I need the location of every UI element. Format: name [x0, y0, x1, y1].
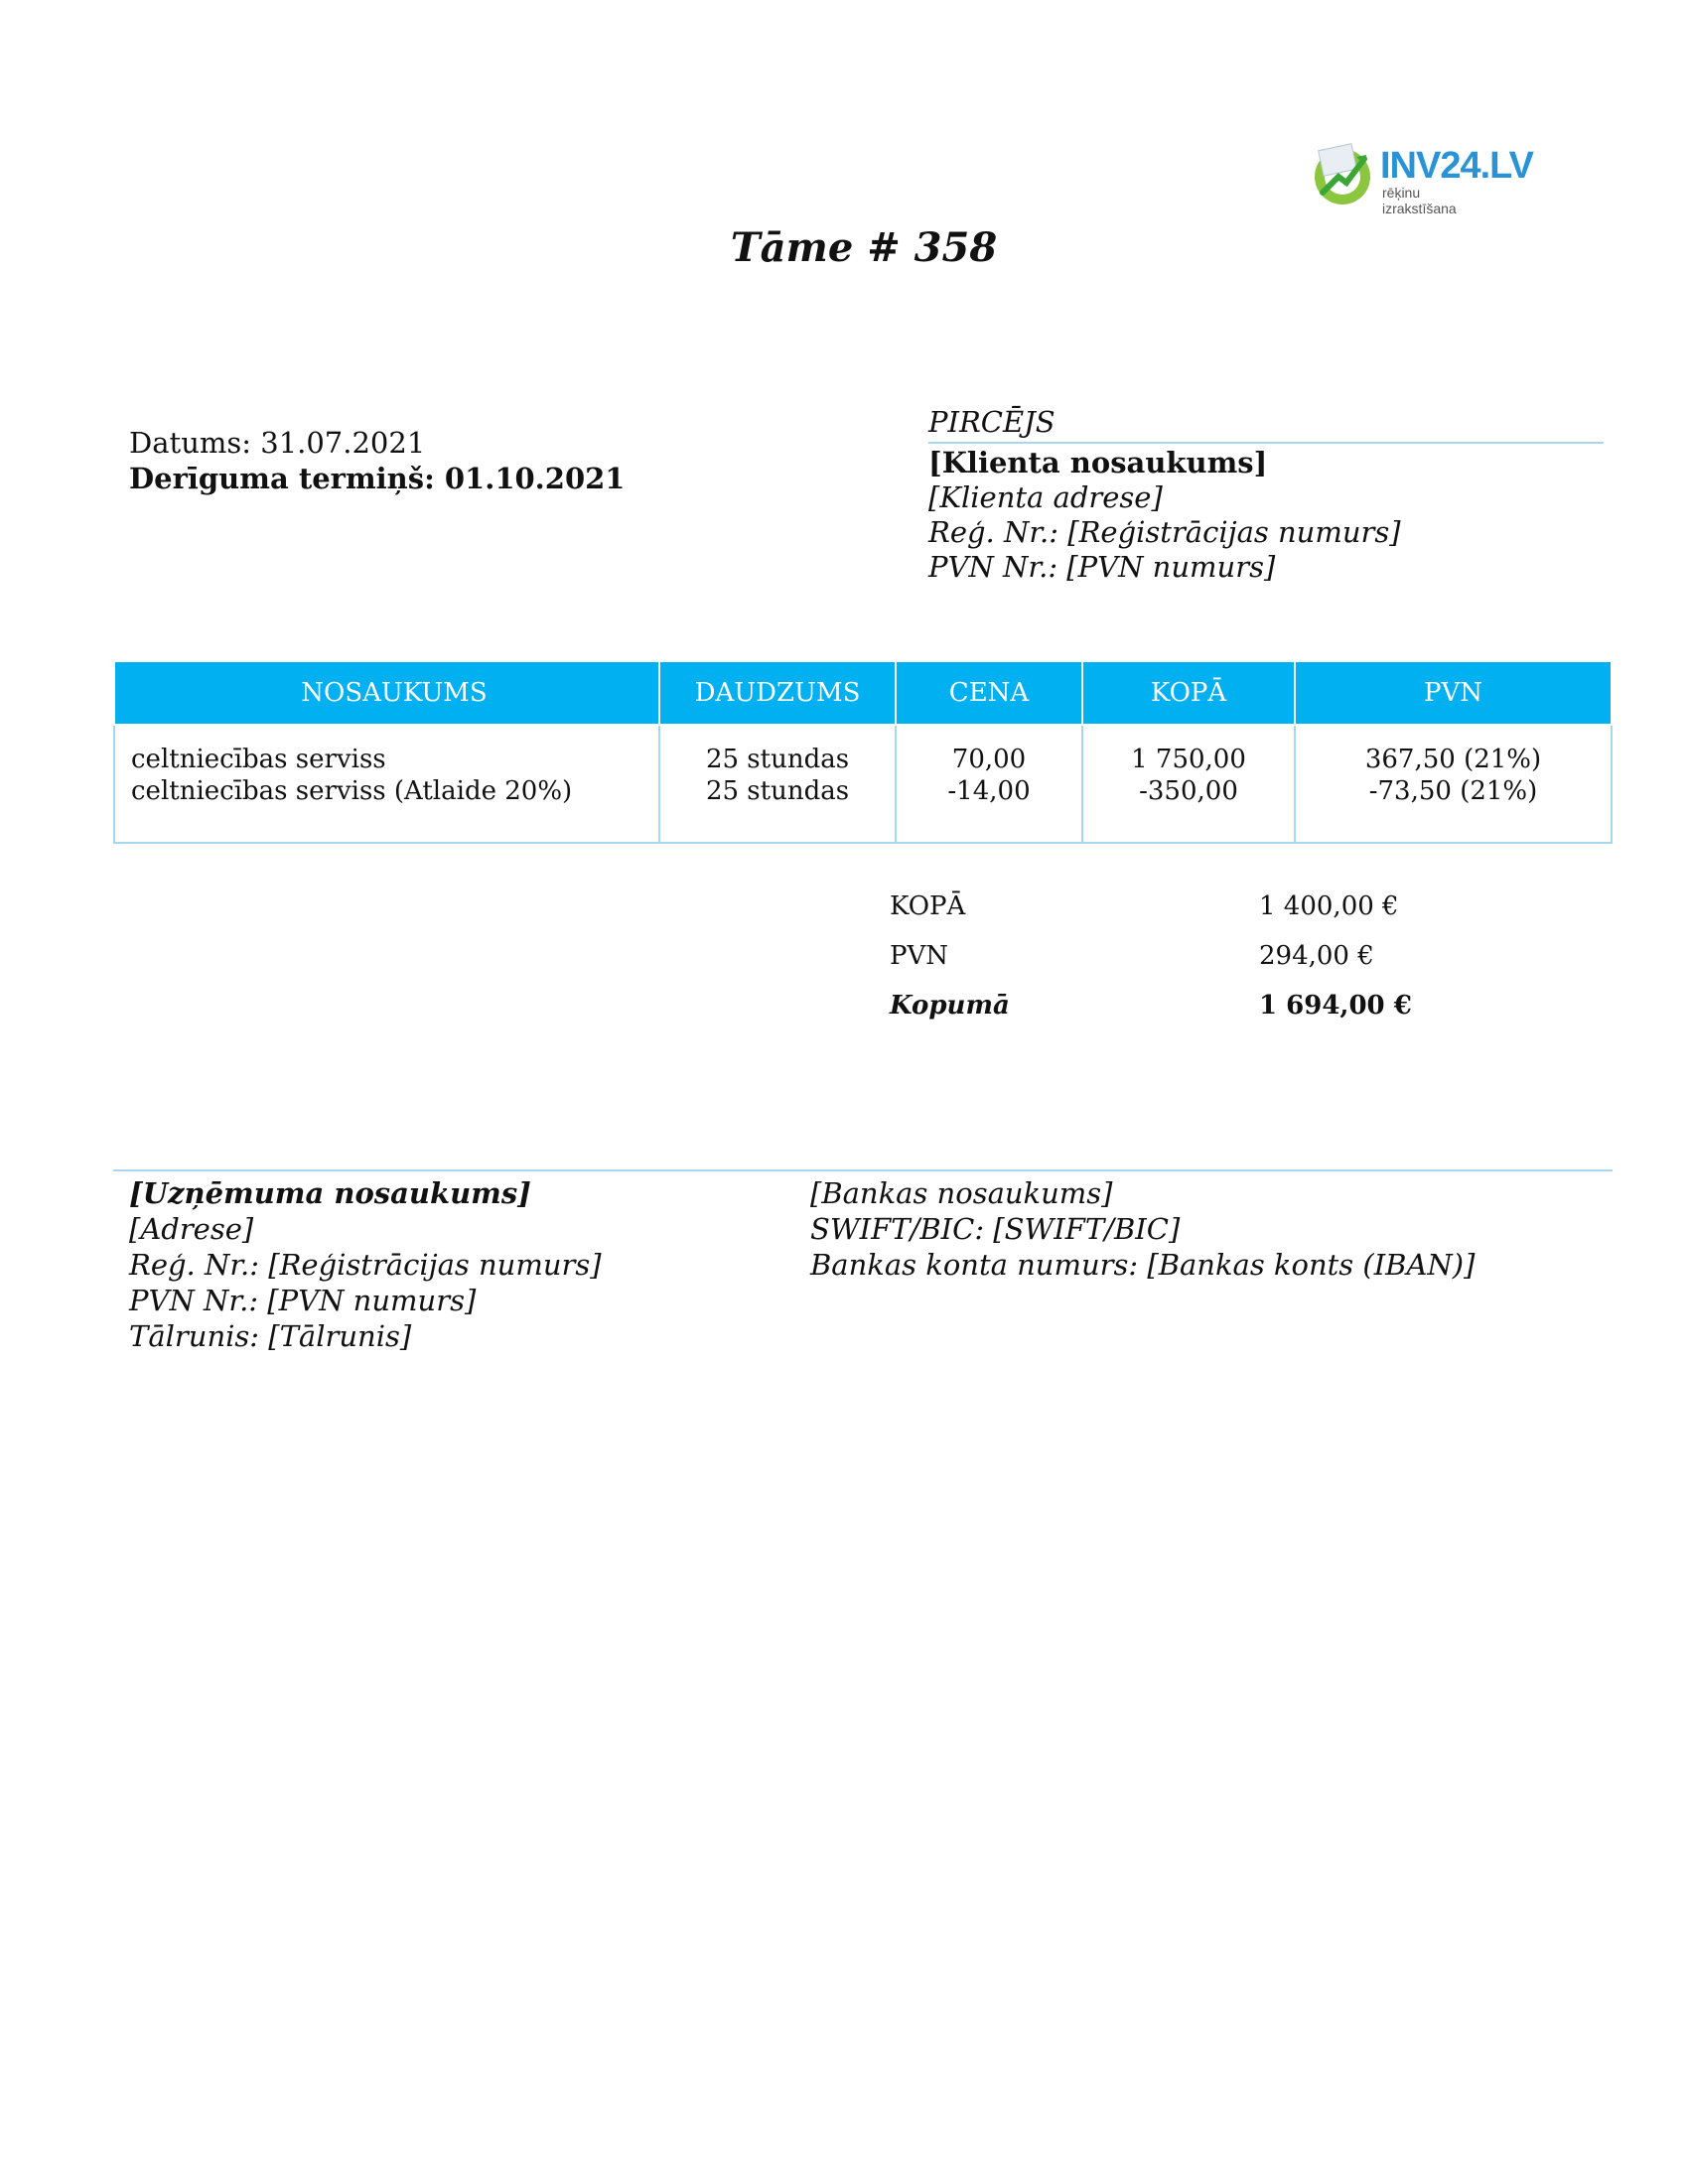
- vat-row: [890, 941, 1485, 991]
- valid-until: Derīguma termiņš: 01.10.2021: [129, 462, 626, 495]
- company-reg-no: Reģ. Nr.: [Reģistrācijas numurs]: [129, 1248, 602, 1282]
- company-vat-no: PVN Nr.: [PVN numurs]: [129, 1284, 477, 1317]
- logo-subtitle: rēķinu izrakstīšana: [1382, 185, 1457, 216]
- buyer-name: [Klienta nosaukums]: [928, 446, 1268, 479]
- item-total: -350,00: [1139, 776, 1238, 806]
- header-total: KOPĀ: [1082, 661, 1295, 725]
- date: Datums: 31.07.2021: [129, 426, 426, 460]
- grand-total-row: [890, 991, 1485, 1040]
- item-vat: 367,50 (21%): [1364, 745, 1542, 774]
- header-vat: PVN: [1295, 661, 1612, 725]
- logo-text: INV24.LV: [1380, 145, 1533, 187]
- subtotal-value: 1 400,00 €: [1259, 891, 1399, 921]
- company-phone: Tālrunis: [Tālrunis]: [129, 1319, 412, 1353]
- company-block: [129, 1175, 602, 1354]
- total-cell: [1082, 725, 1295, 843]
- item-quantity: 25 stundas: [705, 776, 850, 806]
- company-logo: [1309, 139, 1533, 216]
- bank-name: [Bankas nosaukums]: [810, 1176, 1113, 1210]
- item-price: -14,00: [947, 776, 1031, 806]
- vat-label: PVN: [890, 941, 949, 971]
- name-cell: [114, 725, 659, 843]
- grand-total-value: 1 694,00 €: [1259, 991, 1412, 1021]
- header-quantity: DAUDZUMS: [659, 661, 896, 725]
- items-table: [113, 660, 1613, 844]
- bank-account: Bankas konta numurs: [Bankas konts (IBAN)]: [810, 1248, 1476, 1282]
- buyer-vat-no: PVN Nr.: [PVN numurs]: [928, 550, 1276, 584]
- table-row: [114, 725, 1612, 843]
- buyer-reg-no: Reģ. Nr.: [Reģistrācijas numurs]: [928, 515, 1401, 549]
- dates-block: [129, 425, 626, 496]
- subtotal-row: [890, 891, 1485, 941]
- price-cell: [896, 725, 1082, 843]
- logo-mark-icon: [1309, 141, 1376, 208]
- footer-divider: [113, 1169, 1613, 1171]
- grand-total-label: Kopumā: [890, 991, 1010, 1021]
- item-total: 1 750,00: [1131, 745, 1246, 774]
- subtotal-label: KOPĀ: [890, 891, 966, 921]
- buyer-block: [928, 405, 1604, 585]
- vat-value: 294,00 €: [1259, 941, 1374, 971]
- buyer-address: [Klienta adrese]: [928, 480, 1163, 514]
- bank-swift: SWIFT/BIC: [SWIFT/BIC]: [810, 1212, 1181, 1246]
- company-name: [Uzņēmuma nosaukums]: [129, 1176, 531, 1210]
- totals-block: [890, 891, 1485, 1040]
- company-address: [Adrese]: [129, 1212, 254, 1246]
- table-header-row: [114, 661, 1612, 725]
- header-price: CENA: [896, 661, 1082, 725]
- buyer-header: PIRCĒJS: [928, 405, 1604, 444]
- document-title: Tāme # 358: [730, 224, 998, 271]
- item-vat: -73,50 (21%): [1368, 776, 1538, 806]
- item-price: 70,00: [951, 745, 1027, 774]
- header-name: NOSAUKUMS: [114, 661, 659, 725]
- quantity-cell: [659, 725, 896, 843]
- item-name: celtniecības serviss: [131, 745, 386, 774]
- vat-cell: [1295, 725, 1612, 843]
- bank-block: [810, 1175, 1475, 1283]
- item-quantity: 25 stundas: [705, 745, 850, 774]
- item-name: celtniecības serviss (Atlaide 20%): [131, 776, 573, 806]
